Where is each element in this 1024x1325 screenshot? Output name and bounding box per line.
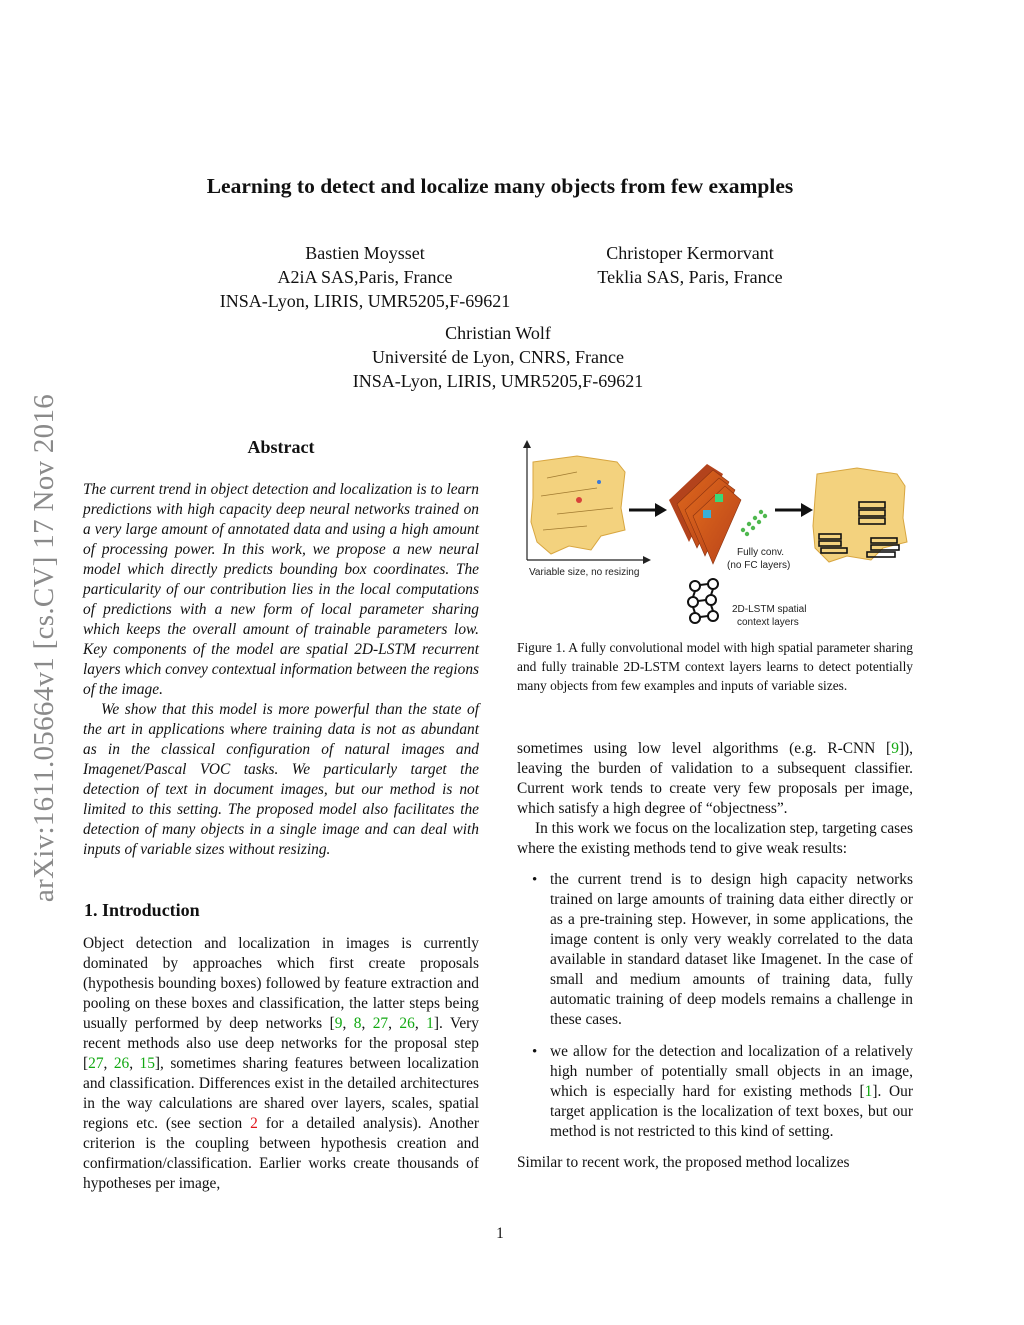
- lstm-cells-diagram: [688, 579, 718, 623]
- citation-link[interactable]: 27: [372, 1015, 389, 1032]
- citation-link[interactable]: 9: [334, 1015, 343, 1032]
- author-block-3: [320, 321, 676, 393]
- output-document-image: [813, 468, 907, 562]
- bullet-item: • we allow for the detection and localization of a relatively high number of potentially small objects in an image, which is especially hard for existing methods [1]. Our target application is the localization of text boxes, but our method is not restricted to this kind of setting.: [532, 1043, 913, 1140]
- paper-title: Learning to detect and localize many objects from few examples: [206, 174, 794, 198]
- citation-link[interactable]: 1: [426, 1015, 434, 1032]
- bullet-icon: •: [532, 872, 538, 888]
- body-paragraph: In this work we focus on the localization step, targeting cases where the existing methods tend to give weak results:: [517, 820, 913, 857]
- figure-label-lstm: 2D-LSTM spatial: [732, 604, 807, 615]
- abstract-paragraph: The current trend in object detection and localization is to learn predictions with high capacity deep neural networks trained on a very large amount of annotated data and using a high amount of processing power. In this work, we propose a new neural model which directly predicts bounding box coordinates. The particularity of our contribution lies in the local computations of predictions with a new form of local parameter sharing which keeps the overall amount of trainable parameters low. Key components of the model are spatial 2D-LSTM recurrent layers which convey contextual information between the regions of the image.: [83, 481, 479, 698]
- page-number: 1: [496, 1225, 504, 1242]
- figure-label-lstm: context layers: [737, 617, 799, 628]
- figure-label-conv: Fully conv.: [737, 547, 785, 558]
- figure-caption: Figure 1. A fully convolutional model with high spatial parameter sharing and fully trainable 2D-LSTM context layers learns to detect potentially many objects from few examples and inputs of variable sizes.: [517, 640, 913, 693]
- author-affiliation: INSA-Lyon, LIRIS, UMR5205,F-69621: [219, 291, 511, 311]
- body-paragraph: Similar to recent work, the proposed method localizes: [517, 1154, 850, 1171]
- author-block-1: [205, 241, 525, 313]
- bullet-item: • the current trend is to design high capacity networks trained on large amounts of training data either directly or as a pre-training step. However, in some applications, the image content is only very weakly correlated to the data available in standard dataset like Imagenet. In the case of small and medium amounts of training data, fully automatic training of deep models remains a challenge in these cases.: [532, 871, 913, 1028]
- citation-link[interactable]: 15: [139, 1055, 155, 1072]
- citation-link[interactable]: 27: [88, 1055, 104, 1072]
- section-link[interactable]: 2: [250, 1115, 258, 1132]
- figure-diagram: [517, 438, 913, 628]
- right-column-body: [517, 739, 913, 1173]
- citation-link[interactable]: 8: [353, 1015, 362, 1032]
- bullet-list: [517, 870, 913, 1142]
- author-name: Christoper Kermorvant: [606, 243, 774, 263]
- intro-body: [83, 934, 479, 1194]
- figure-1: [517, 438, 913, 628]
- arrow-icon: [775, 503, 813, 517]
- citation-link[interactable]: 9: [891, 740, 899, 757]
- abstract-body: [83, 480, 479, 860]
- author-name: Christian Wolf: [445, 323, 551, 343]
- citation-link[interactable]: 1: [864, 1083, 873, 1100]
- abstract-paragraph: We show that this model is more powerful than the state of the art in applications where training data is not as abundant as in the classical configuration of natural images and Imagenet/Pascal VOC tasks. We particularly target the detection of text in document images, but our method is not limited to this setting. The proposed model also facilitates the detection of many objects in a single image and can deal with inputs of variable sizes without resizing.: [83, 701, 479, 858]
- bullet-icon: •: [532, 1044, 538, 1060]
- author-affiliation: Université de Lyon, CNRS, France: [372, 347, 624, 367]
- author-affiliation: A2iA SAS,Paris, France: [277, 267, 453, 287]
- author-block-2: [570, 241, 810, 289]
- input-document-image: [531, 456, 625, 554]
- author-affiliation: INSA-Lyon, LIRIS, UMR5205,F-69621: [352, 371, 644, 391]
- abstract-heading: Abstract: [247, 437, 315, 457]
- intro-paragraph: Object detection and localization in images is currently dominated by approaches which first create proposals (hypothesis bounding boxes) followed by feature extraction and pooling on these boxes and classification, the latter steps being usually performed by deep networks [9, 8, 27, 26, 1]. Very recent methods also use deep networks for the proposal step [27, 26, 15], sometimes sharing features between localization and classification. Differences exist in the detailed architectures in the way calculations are shared over layers, scales, spatial regions etc. (see section 2 for a detailed analysis). Another criterion is the coupling between hypothesis creation and confirmation/classification. Earlier works create thousands of hypotheses per image,: [83, 935, 480, 1192]
- body-paragraph: sometimes using low level algorithms (e.g. R-CNN [9]), leaving the burden of validation to a subsequent classifier. Current work tends to create very few proposals per image, which satisfy a high degree of “objectness”.: [517, 740, 913, 817]
- citation-link[interactable]: 26: [399, 1015, 415, 1032]
- citation-link[interactable]: 26: [113, 1055, 130, 1072]
- figure-label-conv: (no FC layers): [727, 560, 791, 571]
- author-name: Bastien Moysset: [305, 243, 425, 263]
- arxiv-stamp: arXiv:1611.05664v1 [cs.CV] 17 Nov 2016: [28, 393, 60, 903]
- figure-label-input: Variable size, no resizing: [529, 567, 640, 578]
- author-affiliation: Teklia SAS, Paris, France: [597, 267, 783, 287]
- intro-heading: 1. Introduction: [84, 900, 200, 920]
- arrow-icon: [629, 503, 667, 517]
